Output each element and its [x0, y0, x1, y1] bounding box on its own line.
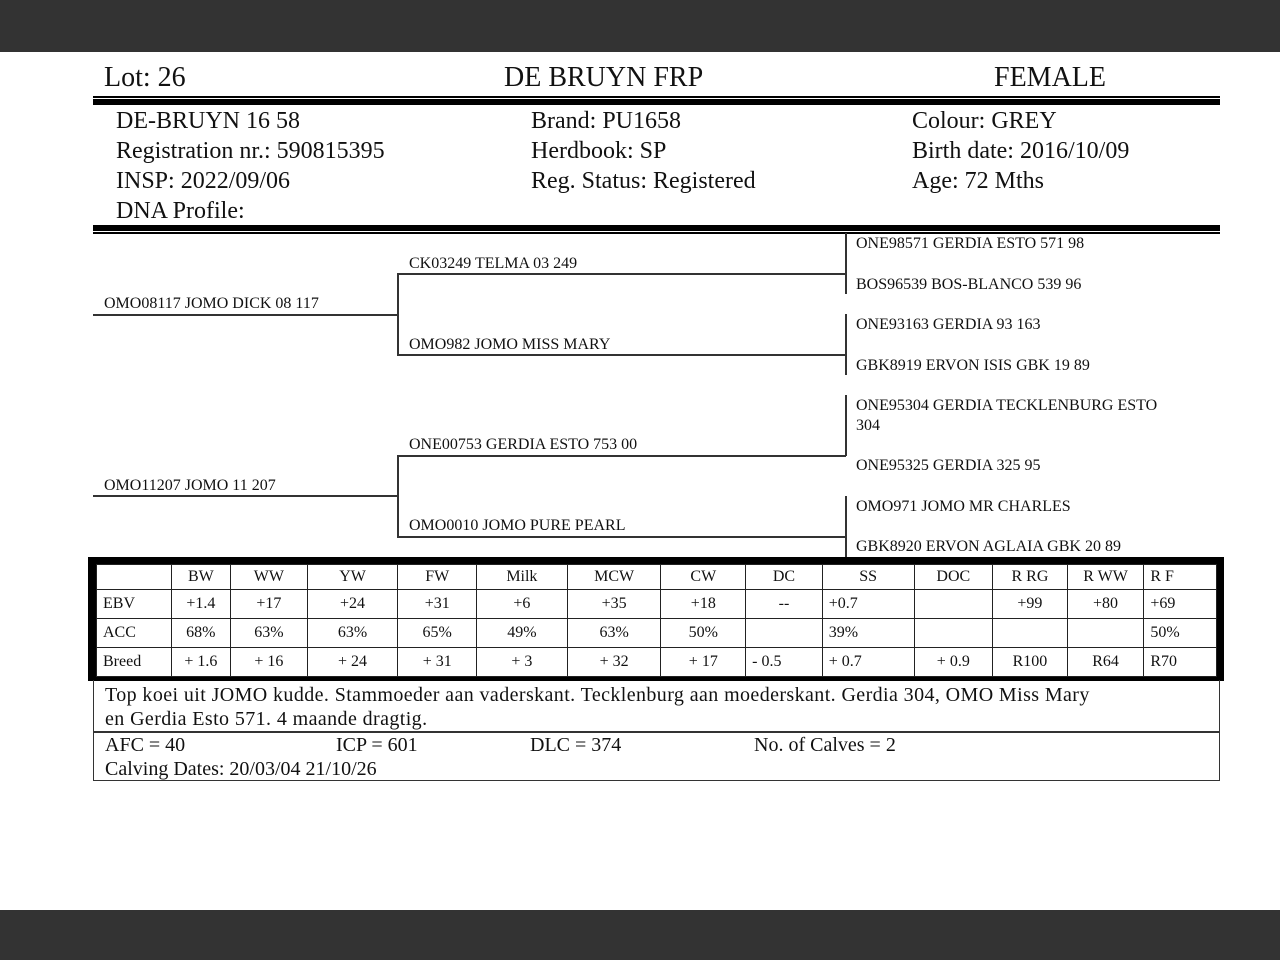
animal-name: DE-BRUYN 16 58	[116, 108, 300, 134]
table-cell: + 24	[307, 648, 398, 677]
ggp-bracket-1	[845, 233, 847, 294]
ebv-row	[97, 590, 1217, 619]
notes-line-1: Top koei uit JOMO kudde. Stammoeder aan vaderskant. Tecklenburg aan moederskant. Gerdia 304, OMO Miss Mary	[105, 684, 1090, 706]
table-cell: +35	[567, 590, 661, 619]
table-cell: - 0.5	[746, 648, 823, 677]
table-cell: + 0.7	[822, 648, 914, 677]
herdbook: Herdbook: SP	[531, 138, 667, 164]
table-cell: +6	[477, 590, 568, 619]
table-cell: 63%	[567, 619, 661, 648]
header-cell: DC	[746, 565, 823, 590]
info-rule-thick	[93, 225, 1220, 231]
maternal-grandsire-line	[397, 455, 846, 457]
header-cell: MCW	[567, 565, 661, 590]
header-cell: BW	[171, 565, 230, 590]
table-cell: + 31	[398, 648, 477, 677]
table-cell: 68%	[171, 619, 230, 648]
table-cell: + 3	[477, 648, 568, 677]
dam-bracket	[397, 455, 399, 537]
table-cell: +18	[661, 590, 746, 619]
dna-profile: DNA Profile:	[116, 198, 245, 224]
table-cell: + 0.9	[914, 648, 993, 677]
table-cell: R64	[1067, 648, 1144, 677]
table-cell: 63%	[231, 619, 308, 648]
paternal-granddam-line	[397, 354, 846, 356]
age: Age: 72 Mths	[912, 168, 1044, 194]
registration-status: Reg. Status: Registered	[531, 168, 756, 194]
ggp-bracket-4	[845, 496, 847, 557]
header-rule-thick	[93, 99, 1220, 105]
table-cell: + 1.6	[171, 648, 230, 677]
table-cell: 39%	[822, 619, 914, 648]
table-cell: 63%	[307, 619, 398, 648]
table-cell: + 32	[567, 648, 661, 677]
table-cell: R70	[1144, 648, 1217, 677]
great-grandparent-6: ONE95325 GERDIA 325 95	[856, 457, 1041, 474]
table-cell: --	[746, 590, 823, 619]
great-grandparent-5-line1: ONE95304 GERDIA TECKLENBURG ESTO	[856, 397, 1158, 414]
row-label: ACC	[97, 619, 172, 648]
table-cell: +0.7	[822, 590, 914, 619]
header-cell: R WW	[1067, 565, 1144, 590]
header-cell: Milk	[477, 565, 568, 590]
great-grandparent-3: ONE93163 GERDIA 93 163	[856, 316, 1041, 333]
row-label: Breed	[97, 648, 172, 677]
sire-bracket	[397, 273, 399, 355]
great-grandparent-1: ONE98571 GERDIA ESTO 571 98	[856, 235, 1085, 252]
table-cell	[914, 619, 993, 648]
maternal-grandsire: ONE00753 GERDIA ESTO 753 00	[409, 436, 638, 453]
notes-separator	[93, 731, 1220, 733]
table-cell: +24	[307, 590, 398, 619]
table-cell: +69	[1144, 590, 1217, 619]
row-label: EBV	[97, 590, 172, 619]
table-cell: 50%	[1144, 619, 1217, 648]
sex-label: FEMALE	[994, 62, 1106, 93]
ggp-bracket-2	[845, 314, 847, 375]
ebv-header-row	[97, 565, 1217, 590]
birth-date: Birth date: 2016/10/09	[912, 138, 1130, 164]
registration-number: Registration nr.: 590815395	[116, 138, 385, 164]
inspection-date: INSP: 2022/09/06	[116, 168, 291, 194]
paternal-grandsire-line	[397, 273, 846, 275]
sire-line	[93, 314, 398, 316]
great-grandparent-7: OMO971 JOMO MR CHARLES	[856, 498, 1071, 515]
table-cell: + 17	[661, 648, 746, 677]
header-cell: R F	[1144, 565, 1217, 590]
table-cell: +1.4	[171, 590, 230, 619]
table-cell: 49%	[477, 619, 568, 648]
header-rule-thin	[93, 96, 1220, 98]
paternal-grandsire: CK03249 TELMA 03 249	[409, 255, 578, 272]
table-cell: +99	[993, 590, 1068, 619]
header-cell: YW	[307, 565, 398, 590]
paternal-granddam: OMO982 JOMO MISS MARY	[409, 336, 611, 353]
header-cell: SS	[822, 565, 914, 590]
table-cell: + 16	[231, 648, 308, 677]
table-cell: 65%	[398, 619, 477, 648]
maternal-granddam-line	[397, 536, 846, 538]
calves-count: No. of Calves = 2	[754, 734, 896, 756]
breed-row	[97, 648, 1217, 677]
acc-row	[97, 619, 1217, 648]
dlc-value: DLC = 374	[530, 734, 622, 756]
ebv-table	[96, 564, 1217, 677]
table-cell: +17	[231, 590, 308, 619]
top-dark-band	[0, 0, 1280, 52]
header-cell: WW	[231, 565, 308, 590]
lot-number: Lot: 26	[104, 62, 186, 93]
table-cell: +31	[398, 590, 477, 619]
afc-value: AFC = 40	[105, 734, 186, 756]
dam-line	[93, 495, 398, 497]
great-grandparent-8: GBK8920 ERVON AGLAIA GBK 20 89	[856, 538, 1121, 555]
header-cell: FW	[398, 565, 477, 590]
table-cell	[914, 590, 993, 619]
great-grandparent-5-line2: 304	[856, 417, 880, 434]
brand: Brand: PU1658	[531, 108, 681, 134]
table-cell: 50%	[661, 619, 746, 648]
header-cell	[97, 565, 172, 590]
great-grandparent-2: BOS96539 BOS-BLANCO 539 96	[856, 276, 1082, 293]
ggp-bracket-3	[845, 395, 847, 456]
colour: Colour: GREY	[912, 108, 1057, 134]
table-cell: R100	[993, 648, 1068, 677]
great-grandparent-4: GBK8919 ERVON ISIS GBK 19 89	[856, 357, 1090, 374]
header-cell: DOC	[914, 565, 993, 590]
breeder-name: DE BRUYN FRP	[504, 62, 704, 93]
sire-name: OMO08117 JOMO DICK 08 117	[104, 295, 319, 312]
bottom-dark-band	[0, 910, 1280, 960]
table-cell	[993, 619, 1068, 648]
calving-dates: Calving Dates: 20/03/04 21/10/26	[105, 758, 377, 780]
notes-line-2: en Gerdia Esto 571. 4 maande dragtig.	[105, 708, 428, 730]
table-cell: +80	[1067, 590, 1144, 619]
icp-value: ICP = 601	[336, 734, 418, 756]
header-cell: R RG	[993, 565, 1068, 590]
table-cell	[1067, 619, 1144, 648]
table-cell	[746, 619, 823, 648]
maternal-granddam: OMO0010 JOMO PURE PEARL	[409, 517, 626, 534]
dam-name: OMO11207 JOMO 11 207	[104, 477, 276, 494]
header-cell: CW	[661, 565, 746, 590]
